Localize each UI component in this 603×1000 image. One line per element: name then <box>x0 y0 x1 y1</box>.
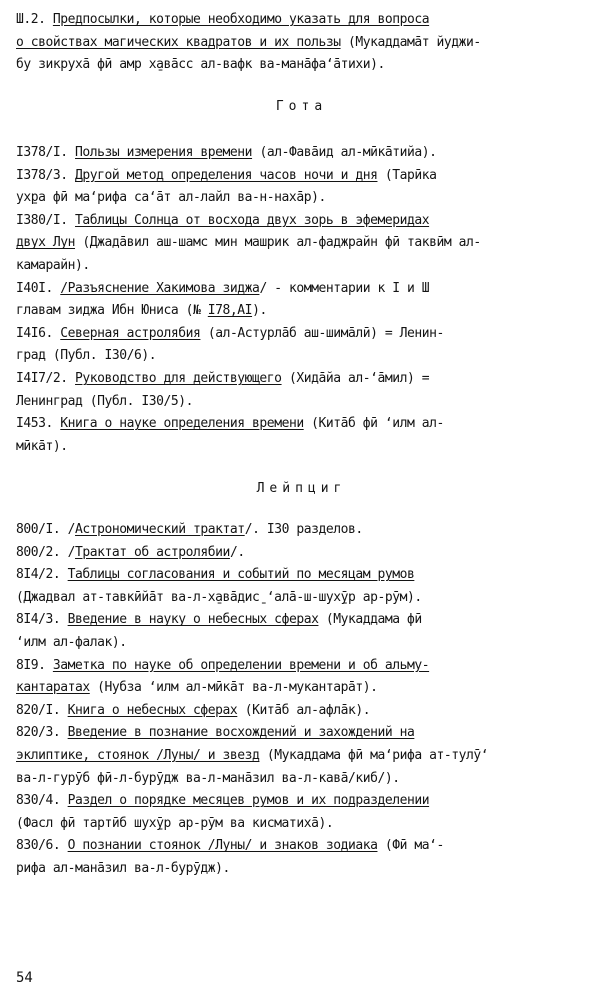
text-span: рифа ал-манāзил ва-л-бурӯдж). <box>16 861 230 876</box>
text-span: камарайн). <box>16 258 90 273</box>
text-span: I4I6. <box>16 325 61 341</box>
text-line <box>16 166 588 186</box>
underlined-title: Трактат об астролябии <box>75 544 230 560</box>
heading-gotha: Гота <box>275 99 328 114</box>
text-span: 800/I. / <box>16 522 76 537</box>
text-span: 830/6. <box>16 838 68 854</box>
text-span: мӣкāт). <box>16 438 68 454</box>
underlined-title: двух Лун <box>16 235 76 251</box>
text-span: (Фӣ ма‘- <box>377 838 444 854</box>
text-line <box>16 723 588 743</box>
text-line <box>16 633 588 653</box>
text-span: (Мукаддама фӣ ма‘рифа ат-тулӯ‘ <box>259 748 489 763</box>
text-span: (Хидāйа ал-‘āмил) = <box>281 371 430 386</box>
underlined-title: /Разъяснение Хакимова зиджа <box>60 280 260 296</box>
text-line <box>16 211 588 231</box>
text-line <box>16 233 588 253</box>
text-line <box>16 369 588 389</box>
text-span: /. I30 разделов. <box>244 522 363 537</box>
text-line <box>16 678 588 698</box>
text-line <box>16 279 588 299</box>
underlined-title: I78,AI <box>207 303 253 319</box>
text-span: 830/4. <box>16 793 68 809</box>
underlined-title: Таблицы Солнца от восхода двух зорь в эфемеридах <box>75 212 430 228</box>
text-span: 8I4/2. <box>16 567 68 583</box>
text-span: I40I. <box>16 280 61 296</box>
text-span: (Нубза ‘илм ал-мӣкāт ва-л-мукантарāт). <box>89 680 378 696</box>
text-span: град (Публ. I30/6). <box>16 348 157 364</box>
text-span: (ал-Фавāид ал-мӣкāтийа). <box>252 145 437 160</box>
text-span: I380/I. <box>16 212 76 228</box>
text-line <box>16 324 588 344</box>
text-span: /. <box>229 544 245 560</box>
text-line <box>16 346 588 366</box>
text-line <box>16 859 588 879</box>
text-line <box>16 610 588 630</box>
text-span: (Джадāвил аш-шамс мин машрик ал-фаджрайн фӣ таквӣм ал- <box>75 235 481 251</box>
text-span: главам зиджа Ибн Юниса (№ <box>16 303 208 319</box>
text-line <box>16 33 588 53</box>
text-line <box>16 55 588 75</box>
text-line <box>16 543 588 563</box>
text-line <box>16 520 588 540</box>
text-line <box>16 791 588 811</box>
underlined-title: о свойствах магических квадратов и их пользы <box>16 34 341 50</box>
text-span: (Джадвал ат-тавкӣйāт ва-л-х̱авāдис̱ ‘алā-ш-шух̱ӯр ар-рӯм). <box>16 589 422 605</box>
text-span: ух̱ра фӣ ма‘рифа са‘āт ал-лайл ва-н-нахāр). <box>16 190 326 206</box>
underlined-title: Заметка по науке об определении времени и об альму- <box>52 657 430 673</box>
text-line <box>16 836 588 856</box>
text-span: I453. <box>16 416 61 432</box>
text-line <box>16 188 588 208</box>
text-line <box>16 437 588 457</box>
underlined-title: Введение в познание восхождений и захождений на <box>67 725 415 741</box>
text-line <box>16 392 588 412</box>
text-span: I378/I. <box>16 145 76 160</box>
text-span: ). <box>252 303 267 319</box>
text-span: Ленинград (Публ. I30/5). <box>16 393 194 409</box>
text-span: ‘илм ал-фалак). <box>16 635 127 650</box>
text-span: ва-л-гурӯб фӣ-л-бурӯдж ва-л-манāзил ва-л-кавā/киб/). <box>16 770 400 786</box>
text-line <box>16 588 588 608</box>
text-span: (Тарӣка <box>377 167 437 183</box>
text-line <box>16 10 588 30</box>
underlined-title: Таблицы согласования и событий по месяцам румов <box>67 567 415 583</box>
underlined-title: Другой метод определения часов ночи и дня <box>75 167 378 183</box>
text-span: (Фасл фӣ тартӣб шух̱ӯр ар-рӯм ва кисматиха̄). <box>16 815 334 831</box>
text-span: (Китāб фӣ ‘илм ал- <box>303 416 444 432</box>
underlined-title: Руководство для действующего <box>75 371 282 386</box>
underlined-title: Пользы измерения времени <box>75 145 253 160</box>
underlined-title: Введение в науку о небесных сферах <box>67 612 319 628</box>
underlined-title: О познании стоянок /Луны/ и знаков зодиака <box>67 838 378 854</box>
text-line <box>16 301 588 321</box>
underlined-title: Раздел о порядке месяцев румов и их подразделении <box>67 793 430 809</box>
text-span: (ал-Астурлāб аш-шимāлӣ) = Ленин- <box>200 325 444 341</box>
text-line <box>16 565 588 585</box>
text-line <box>16 143 588 163</box>
text-line <box>16 414 588 434</box>
text-line <box>16 746 588 766</box>
underlined-title: эклиптике, стоянок /Луны/ и звезд <box>16 748 260 763</box>
text-span: I378/3. <box>16 167 76 183</box>
text-span: I4I7/2. <box>16 371 76 386</box>
text-span: 820/3. <box>16 725 68 741</box>
text-span: бу зикруха̄ фӣ амр х̱авāсс ал-вафк ва-манāфа‘āтихи). <box>16 57 385 73</box>
text-span: / - комментарии к I и Ш <box>259 280 430 296</box>
text-span: 800/2. / <box>16 544 76 560</box>
text-line <box>16 656 588 676</box>
underlined-title: Астрономический трактат <box>75 522 245 537</box>
text-line <box>16 256 588 276</box>
underlined-title: кантаратах <box>16 680 90 696</box>
text-span: Ш.2. <box>16 12 53 27</box>
underlined-title: Книга о науке определения времени <box>60 416 304 432</box>
text-span: (Мукаддамāт йуджи- <box>340 34 481 50</box>
text-line <box>16 769 588 789</box>
text-span: (Китāб ал-афлāк). <box>237 702 371 718</box>
text-line <box>16 814 588 834</box>
text-span: 8I4/3. <box>16 612 68 628</box>
underlined-title: Книга о небесных сферах <box>67 702 238 718</box>
text-span: (Мукаддама фӣ <box>318 612 422 628</box>
heading-leipzig: Лейпциг <box>256 481 347 496</box>
text-span: 820/I. <box>16 702 68 718</box>
text-line <box>16 701 588 721</box>
underlined-title: Предпосылки, которые необходимо указать для вопроса <box>52 12 430 27</box>
page-number: 54 <box>16 970 33 986</box>
underlined-title: Северная астролябия <box>60 325 201 341</box>
text-span: 8I9. <box>16 657 53 673</box>
